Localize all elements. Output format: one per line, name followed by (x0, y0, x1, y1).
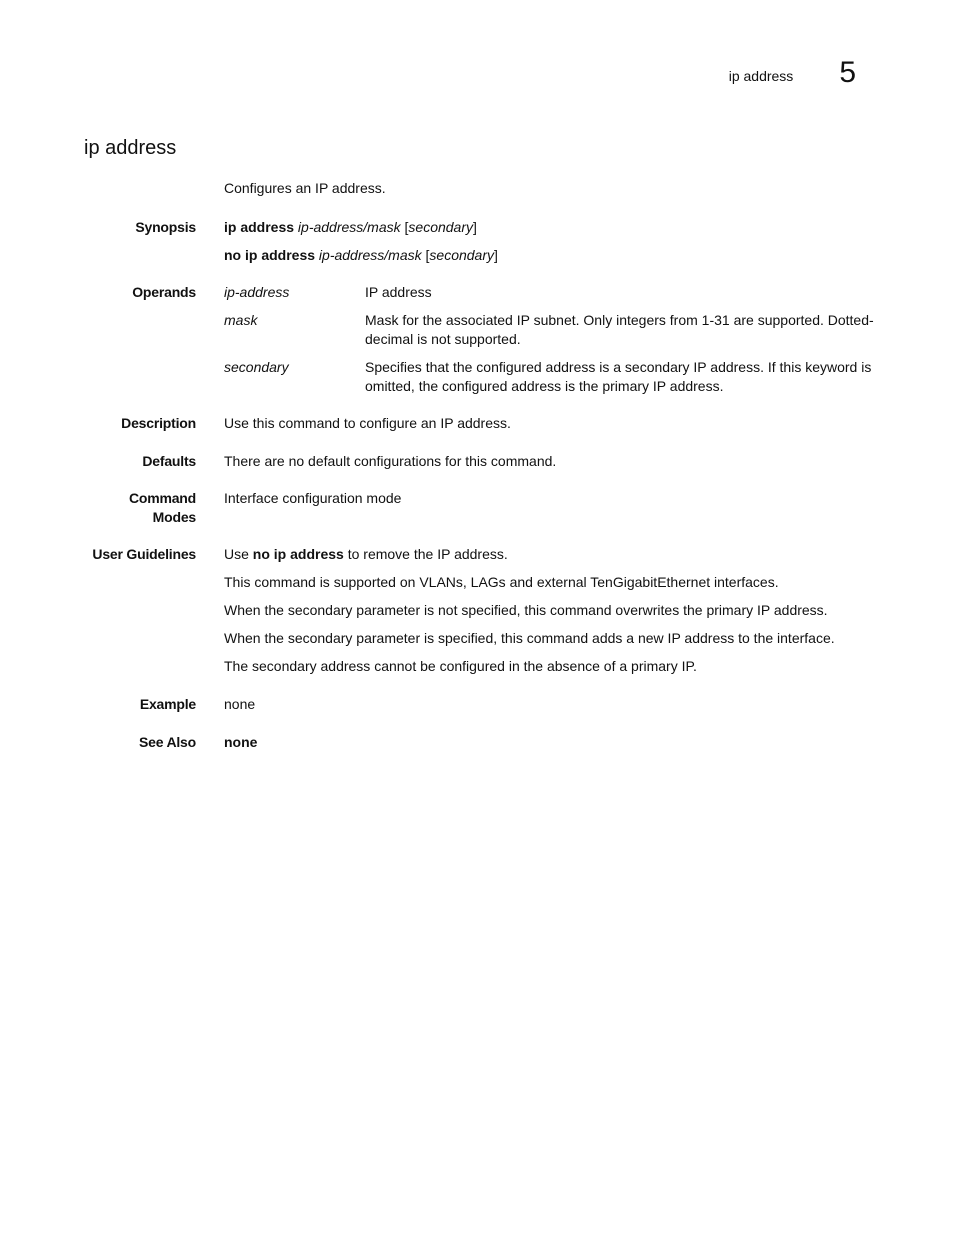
defaults-label: Defaults (142, 453, 196, 469)
guideline-paragraph: When the secondary parameter is specified, this command adds a new IP address to the interface. (224, 630, 835, 646)
synopsis-optional-param: secondary (408, 219, 473, 235)
synopsis-command: ip address (224, 219, 295, 235)
bracket-close: ] (473, 219, 477, 235)
guideline-paragraph: The secondary address cannot be configured in the absence of a primary IP. (224, 658, 697, 674)
command-modes-label (60, 489, 196, 527)
defaults-text: There are no default configurations for this command. (224, 453, 557, 469)
operand-name: ip-address (224, 284, 290, 300)
example-text: none (224, 696, 256, 712)
intro-text: Configures an IP address. (224, 180, 386, 196)
operands-label: Operands (132, 284, 196, 300)
synopsis-body (224, 218, 884, 274)
operand-description: IP address (365, 284, 432, 300)
operand-description: Specifies that the configured address is a secondary IP address. If this keyword is omitted, the configured address is the primary IP address. (365, 359, 872, 394)
operand-row (224, 283, 884, 302)
example-label: Example (139, 696, 196, 712)
see-also-text: none (224, 734, 258, 750)
operands-table (224, 283, 884, 405)
chapter-number: 5 (839, 56, 856, 89)
synopsis-line (224, 246, 884, 265)
page-header (729, 58, 856, 88)
description-text: Use this command to configure an IP address. (224, 415, 511, 431)
operand-row (224, 311, 884, 349)
synopsis-param: ip-address/mask (297, 219, 401, 235)
command-modes-label-line1: Command (128, 490, 196, 506)
guideline-paragraph: This command is supported on VLANs, LAGs and external TenGigabitEthernet interfaces. (224, 574, 779, 590)
page-title: ip address (84, 137, 177, 159)
running-header-title: ip address (728, 68, 794, 84)
command-modes-label-line2: Modes (152, 509, 196, 525)
user-guidelines-body (224, 545, 884, 685)
synopsis-label: Synopsis (135, 219, 196, 235)
guideline-paragraph (224, 545, 884, 564)
synopsis-command: no ip address (224, 247, 316, 263)
guideline-text: Use (224, 546, 253, 562)
synopsis-line (224, 218, 884, 237)
bracket-open: [ (400, 219, 409, 235)
command-modes-text: Interface configuration mode (224, 490, 402, 506)
operand-name: secondary (224, 359, 289, 375)
description-label: Description (121, 415, 196, 431)
bracket-open: [ (421, 247, 430, 263)
synopsis-optional-param: secondary (429, 247, 494, 263)
operand-name: mask (224, 312, 258, 328)
operand-row (224, 358, 884, 396)
see-also-label: See Also (138, 734, 196, 750)
operand-description: Mask for the associated IP subnet. Only integers from 1-31 are supported. Dotted-decimal is not supported. (365, 312, 874, 347)
guideline-command: no ip address (252, 546, 344, 562)
synopsis-param: ip-address/mask (318, 247, 422, 263)
bracket-close: ] (494, 247, 498, 263)
guideline-text: to remove the IP address. (343, 546, 508, 562)
guideline-paragraph: When the secondary parameter is not specified, this command overwrites the primary IP address. (224, 602, 828, 618)
user-guidelines-label: User Guidelines (92, 546, 196, 562)
